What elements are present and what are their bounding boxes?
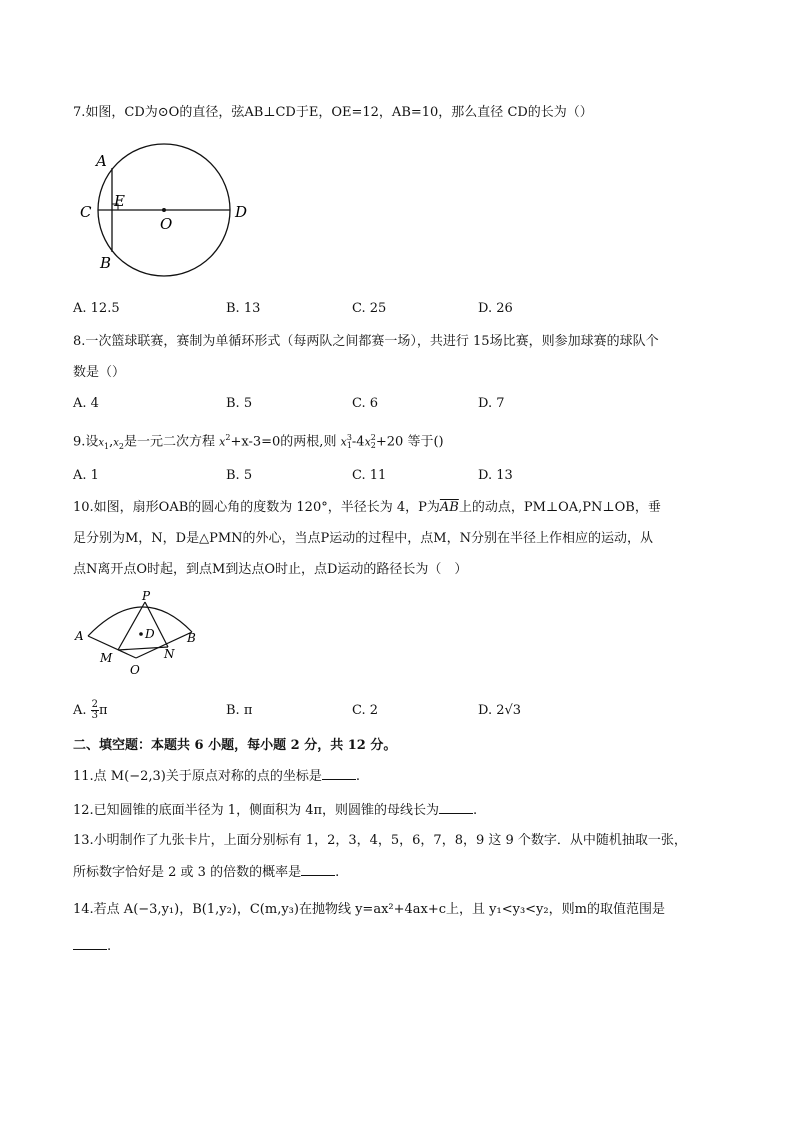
q13-line1: 13.小明制作了九张卡片，上面分别标有 1，2，3，4，5，6，7，8，9 这 9 个数字．从中随机抽取一张， — [73, 833, 687, 848]
q11-text: 11.点 M(−2,3)关于原点对称的点的坐标是 . — [73, 769, 360, 784]
q10-label-p: P — [142, 589, 151, 603]
answer-blank — [301, 863, 335, 876]
q8-option-a: A. 4 — [73, 396, 99, 411]
q7-label-c: C — [80, 203, 92, 221]
q10-label-b: B — [187, 631, 196, 645]
q7-text: 7.如图，CD为⊙O的直径，弦AB⊥CD于E，OE=12，AB=10，那么直径 CD的长为（） — [73, 105, 593, 120]
q12-text: 12.已知圆锥的底面半径为 1，侧面积为 4π，则圆锥的母线长为 . — [73, 803, 478, 818]
q7-option-b: B. 13 — [226, 301, 261, 316]
q10-option-b: B. π — [226, 703, 253, 718]
answer-blank — [322, 767, 356, 780]
q9-option-b: B. 5 — [226, 468, 253, 483]
q8-line1: 8.一次篮球联赛，赛制为单循环形式（每两队之间都赛一场），共进行 15场比赛，则参加球赛的球队个 — [73, 334, 659, 349]
q7-label-o: O — [160, 215, 173, 233]
q9-option-d: D. 13 — [478, 468, 513, 483]
q10-arc-ab: $\overline{AB}$ — [439, 500, 459, 515]
q7-label-a: A — [96, 152, 107, 170]
q9-option-c: C. 11 — [352, 468, 387, 483]
q14-line2: . — [73, 937, 111, 956]
section-heading: 二、填空题：本题共 6 小题，每小题 2 分，共 12 分。 — [73, 738, 397, 753]
q10-option-d: D. 2√3 — [478, 703, 522, 718]
q10-option-a: A. $\frac{2}{3}$ π — [73, 699, 108, 721]
q7-label-e: E — [114, 192, 125, 210]
q8-option-c: C. 6 — [352, 396, 379, 411]
q7-option-d: D. 26 — [478, 301, 513, 316]
q10-label-d: D — [145, 627, 155, 641]
q7-option-c: C. 25 — [352, 301, 387, 316]
q10-label-o: O — [130, 663, 140, 677]
q7-option-a: A. 12.5 — [73, 301, 120, 316]
q8-line2: 数是（） — [73, 365, 126, 380]
q10-label-a: A — [75, 629, 84, 643]
q10-option-c: C. 2 — [352, 703, 379, 718]
q10-line3: 点N离开点O时起，到点M到达点O时止，点D运动的路径长为（ ） — [73, 562, 468, 577]
q10-line2: 足分别为M，N，D是△PMN的外心，当点P运动的过程中，点M，N分别在半径上作相应的运动，从 — [73, 531, 653, 546]
q14-line1: 14.若点 A(−3,y₁)，B(1,y₂)，C(m,y₃)在抛物线 y=ax²+4ax+c上，且 y₁<y₃<y₂，则m的取值范围是 — [73, 902, 665, 917]
q10-sector-figure — [72, 588, 207, 680]
q7-label-d: D — [235, 203, 248, 221]
q8-option-b: B. 5 — [226, 396, 253, 411]
q7-label-b: B — [100, 254, 112, 272]
q10-label-n: N — [164, 647, 175, 661]
q9-text: 9.设$x_1,x_2$是一元二次方程 $x^2+x-3=0$的两根,则 x 3 1 -4x 2 2 +20 等于() — [73, 432, 444, 451]
answer-blank — [73, 937, 107, 950]
q10-label-m: M — [100, 651, 113, 665]
q8-option-d: D. 7 — [478, 396, 505, 411]
q13-line2: 所标数字恰好是 2 或 3 的倍数的概率是 . — [73, 865, 340, 880]
q7-circle-figure — [78, 140, 263, 280]
answer-blank — [439, 801, 473, 814]
q10-line1: 10.如图，扇形OAB的圆心角的度数为 120°，半径长为 4，P为$\overline{AB}$上的动点，PM⊥OA,PN⊥OB，垂 — [73, 500, 661, 515]
q9-option-a: A. 1 — [73, 468, 99, 483]
